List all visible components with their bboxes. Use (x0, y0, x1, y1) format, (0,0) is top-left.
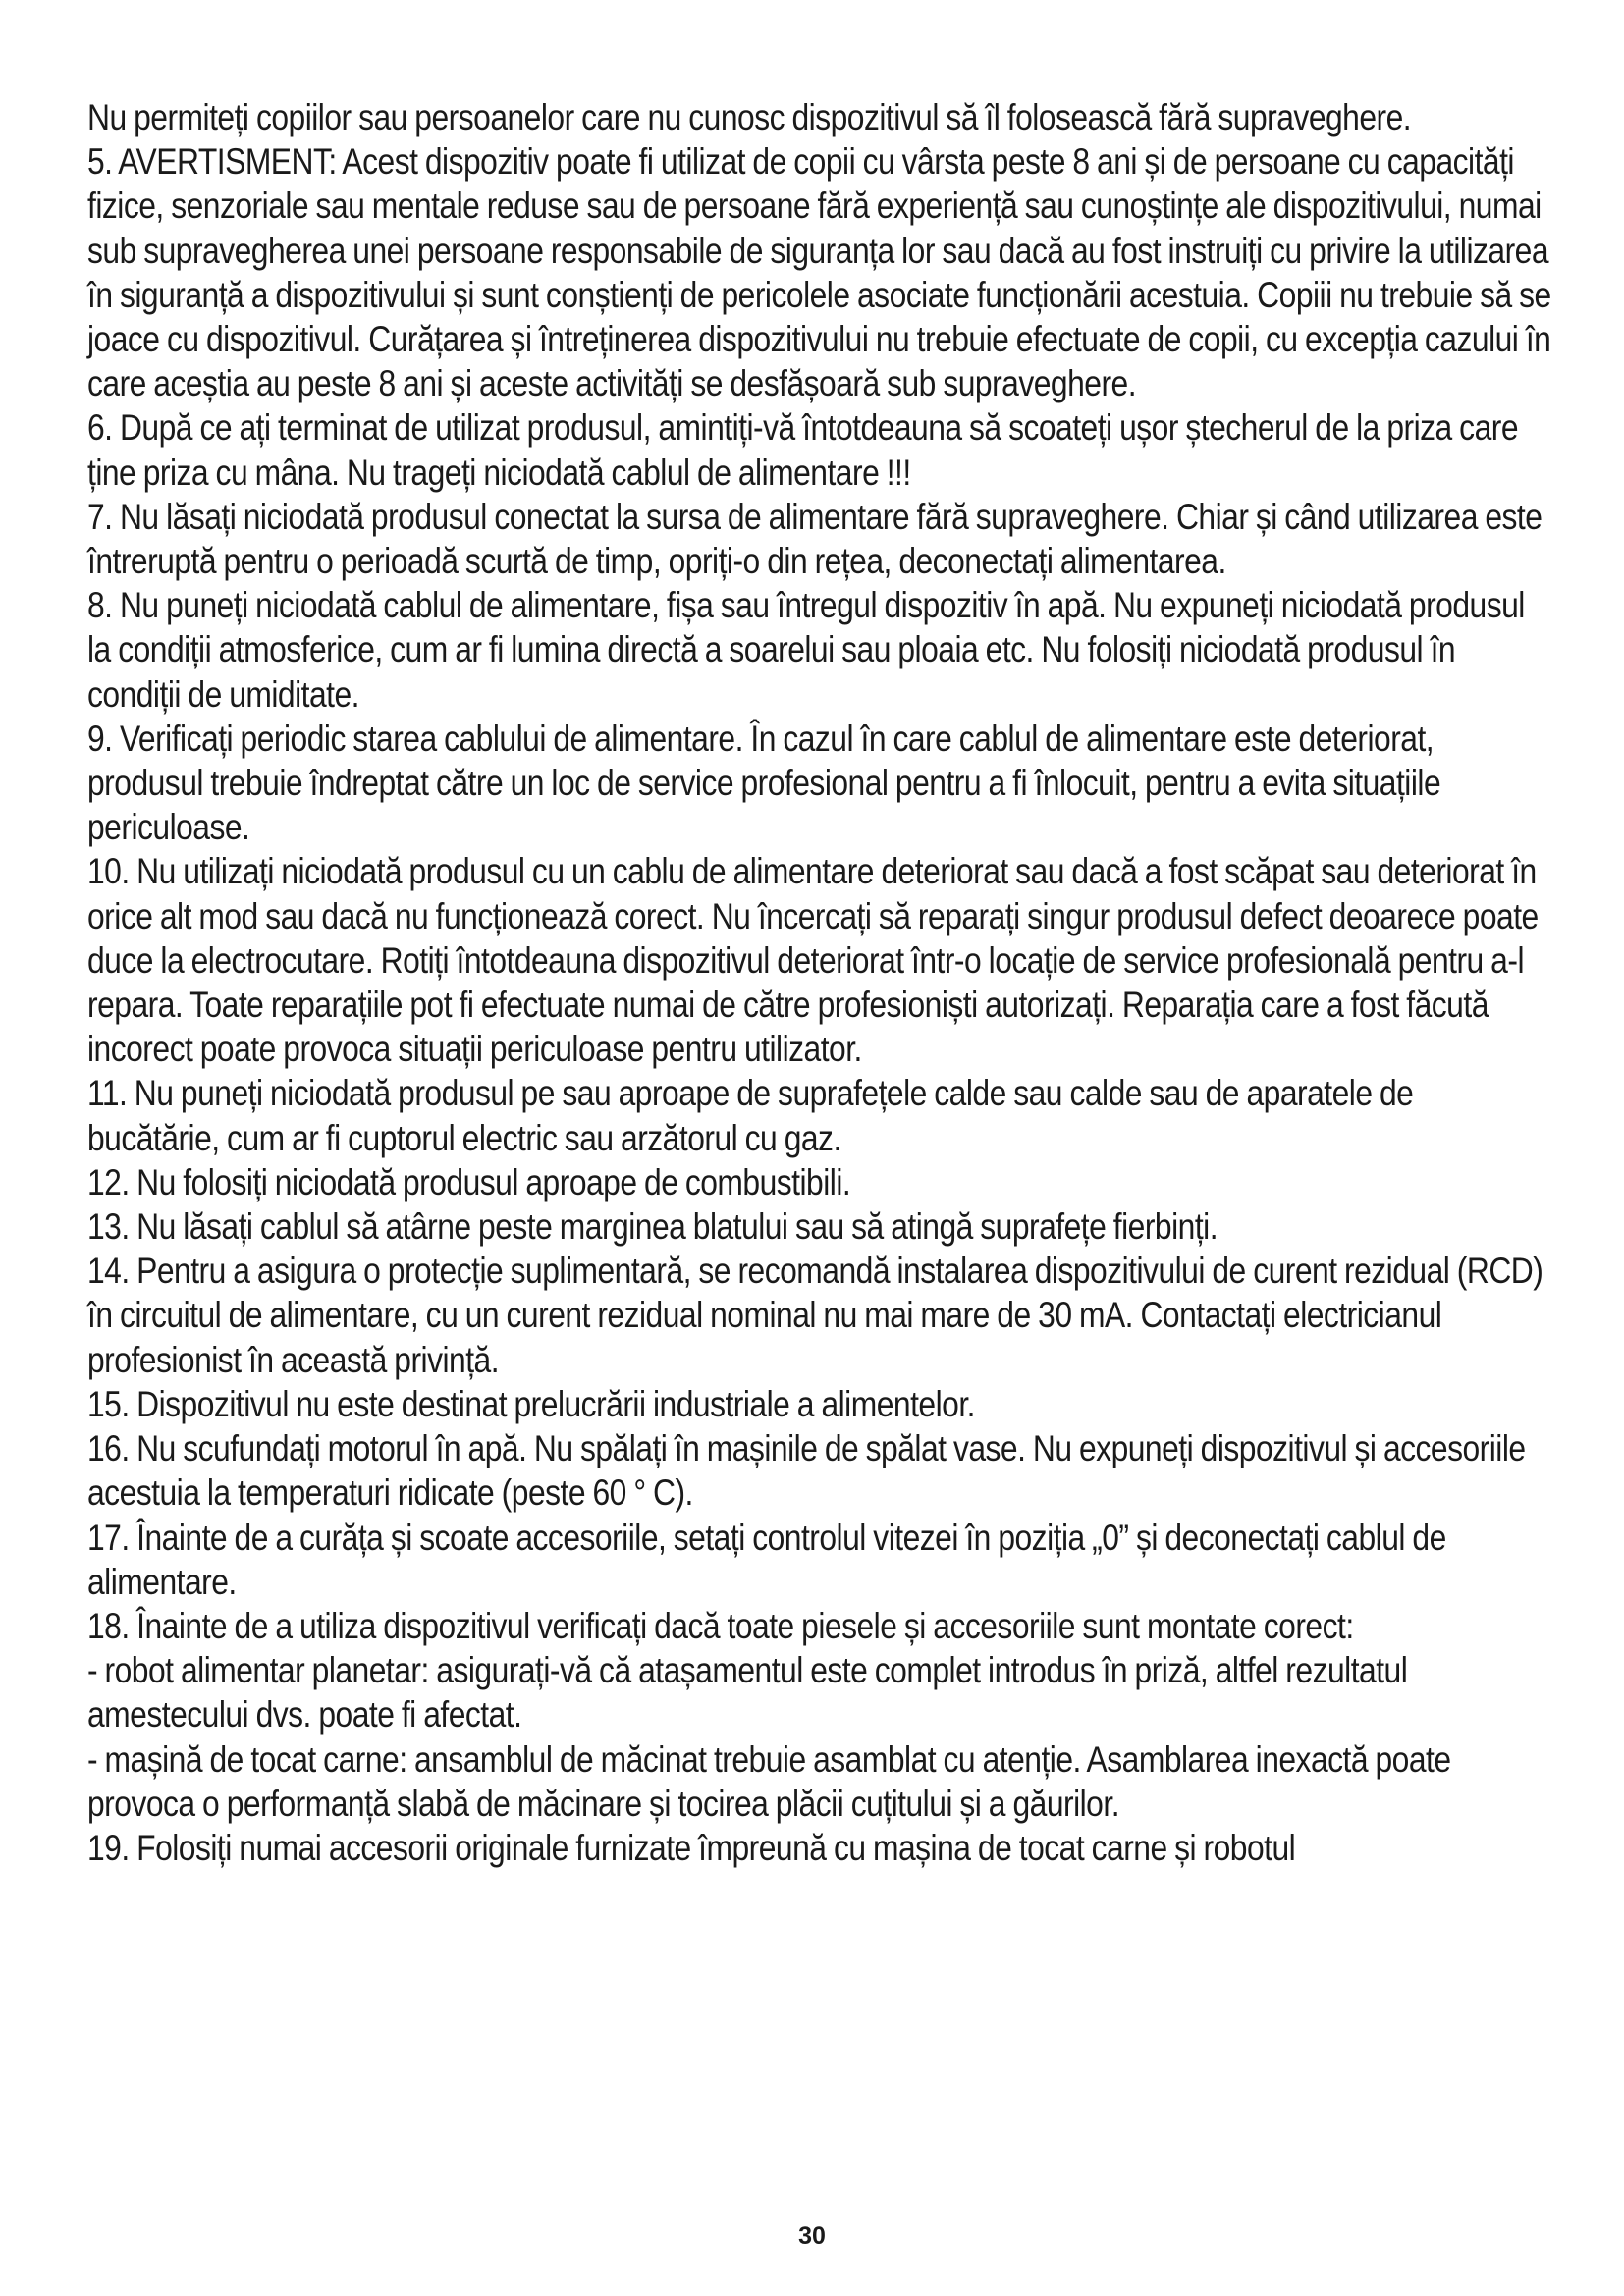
paragraph-intro: Nu permiteți copiilor sau persoanelor care nu cunosc dispozitivul să îl folosească fără supraveghere. (87, 97, 1412, 137)
paragraph-item-12: 12. Nu folosiți niciodată produsul aproape de combustibili. (87, 1161, 851, 1202)
paragraph-item-11: 11. Nu puneți niciodată produsul pe sau aproape de suprafețele calde sau calde sau de aparatele de bucătărie, cum ar fi cuptorul electric sau arzătorul cu gaz. (87, 1073, 1414, 1158)
paragraph-item-13: 13. Nu lăsați cablul să atârne peste marginea blatului sau să atingă suprafețe fierbinți. (87, 1206, 1218, 1248)
paragraph-item-8: 8. Nu puneți niciodată cablul de alimentare, fișa sau întregul dispozitiv în apă. Nu expuneți niciodată produsul la condiții atmosferice, cum ar fi lumina directă a soarelui sau ploaia etc. Nu folosiți niciodată produsul în condiții de umiditate. (87, 585, 1525, 715)
paragraph-sub-item-planetary-robot: - robot alimentar planetar: asigurați-vă că atașamentul este complet introdus în priză, altfel rezultatul amestecului dvs. poate fi afectat. (87, 1650, 1408, 1735)
paragraph-item-15: 15. Dispozitivul nu este destinat prelucrării industriale a alimentelor. (87, 1383, 975, 1424)
paragraph-item-16: 16. Nu scufundați motorul în apă. Nu spălați în mașinile de spălat vase. Nu expuneți dispozitivul și accesoriile acestuia la temperaturi ridicate (peste 60 ° C). (87, 1428, 1526, 1514)
paragraph-sub-item-meat-grinder: - mașină de tocat carne: ansamblul de măcinat trebuie asamblat cu atenție. Asamblarea inexactă poate provoca o performanță slabă de măcinare și tocirea plăcii cuțitului și a găurilor. (87, 1738, 1451, 1824)
paragraph-item-17: 17. Înainte de a curăța și scoate accesoriile, setați controlul vitezei în poziția „0” și deconectați cablul de alimentare. (87, 1517, 1446, 1602)
paragraph-item-14: 14. Pentru a asigura o protecție suplimentară, se recomandă instalarea dispozitivului de curent rezidual (RCD) în circuitul de alimentare, cu un curent rezidual nominal nu mai mare de 30 mA. Contactați electricianul profesionist în această privință. (87, 1251, 1543, 1380)
paragraph-item-18: 18. Înainte de a utiliza dispozitivul verificați dacă toate piesele și accesoriile sunt montate corect: (87, 1605, 1354, 1646)
paragraph-item-9: 9. Verificați periodic starea cablului de alimentare. În cazul în care cablul de alimentare este deteriorat, produsul trebuie îndreptat către un loc de service profesional pentru a fi înlocuit, pentru a evita situațiile periculoase. (87, 718, 1441, 848)
paragraph-item-10: 10. Nu utilizați niciodată produsul cu un cablu de alimentare deteriorat sau dacă a fost scăpat sau deteriorat în orice alt mod sau dacă nu funcționează corect. Nu încercați să reparați singur produsul defect deoarece poate duce la electrocutare. Rotiți întotdeauna dispozitivul deteriorat într-o locație de service profesională pentru a-l repara. Toate reparațiile pot fi efectuate numai de către profesioniști autorizați. Reparația care a fost făcută incorect poate provoca situații periculoase pentru utilizator. (87, 851, 1539, 1070)
paragraph-item-5: 5. AVERTISMENT: Acest dispozitiv poate fi utilizat de copii cu vârsta peste 8 ani și de persoane cu capacități fizice, senzoriale sau mentale reduse sau de persoane fără experiență sau cunoștințe ale dispozitivului, numai sub supravegherea unei persoane responsabile de siguranța lor sau dacă au fost instruiți cu privire la utilizarea în siguranță a dispozitivului și sunt conștienți de pericolele asociate funcționării acestuia. Copiii nu trebuie să se joace cu dispozitivul. Curățarea și întreținerea dispozitivului nu trebuie efectuate de copii, cu excepția cazului în care aceștia au peste 8 ani și aceste activități se desfășoară sub supraveghere. (87, 141, 1551, 404)
page-number: 30 (798, 2222, 826, 2250)
body-text (87, 95, 1551, 1870)
paragraph-item-19: 19. Folosiți numai accesorii originale furnizate împreună cu mașina de tocat carne și robotul (87, 1827, 1296, 1868)
paragraph-item-7: 7. Nu lăsați niciodată produsul conectat la sursa de alimentare fără supraveghere. Chiar și când utilizarea este întreruptă pentru o perioadă scurtă de timp, opriți-o din rețea, deconectați alimentarea. (87, 496, 1543, 582)
paragraph-item-6: 6. După ce ați terminat de utilizat produsul, amintiți-vă întotdeauna să scoateți ușor ștecherul de la priza care ține priza cu mâna. Nu trageți niciodată cablul de alimentare !!! (87, 407, 1519, 493)
